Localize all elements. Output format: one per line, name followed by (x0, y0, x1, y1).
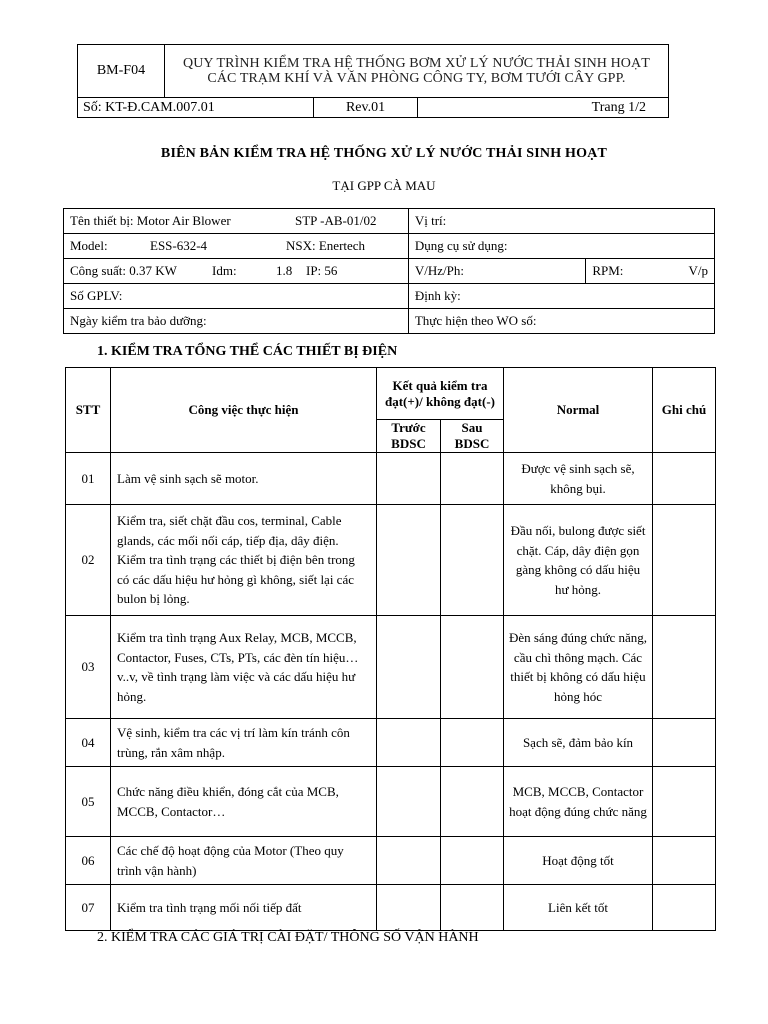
period-field: Định kỳ: (408, 284, 714, 309)
rpm-label: RPM: (592, 263, 624, 278)
before-result-cell[interactable] (377, 885, 441, 931)
inspection-date-field: Ngày kiểm tra bảo dưỡng: (64, 309, 409, 334)
table-row (66, 719, 716, 767)
model-label: Model: (70, 238, 108, 253)
row-normal: Sạch sẽ, đảm bảo kín (504, 719, 653, 767)
rpm-unit: V/p (688, 263, 708, 278)
device-name: Tên thiết bị: Motor Air Blower (70, 213, 231, 228)
header-result: Kết quả kiểm tra đạt(+)/ không đạt(-) (377, 368, 504, 420)
after-result-cell[interactable] (441, 453, 504, 505)
inspection-table (65, 367, 716, 931)
section-1-heading: 1. KIỂM TRA TỔNG THỂ CÁC THIẾT BỊ ĐIỆN (97, 344, 398, 359)
note-cell[interactable] (653, 719, 716, 767)
row-stt: 04 (66, 719, 111, 767)
header-task: Công việc thực hiện (111, 368, 377, 453)
header-before: Trước BDSC (377, 420, 441, 453)
row-normal: Đầu nối, bulong được siết chặt. Cáp, dây điện gọn gàng không có dấu hiệu hư hỏng. (504, 505, 653, 616)
document-subtitle: TẠI GPP CÀ MAU (332, 178, 436, 193)
row-task: Kiểm tra tình trạng mối nối tiếp đất (111, 885, 377, 931)
model-cell (64, 234, 409, 259)
table-row (66, 453, 716, 505)
manufacturer: NSX: Enertech (286, 238, 366, 253)
after-result-cell[interactable] (441, 885, 504, 931)
equipment-info-table (63, 208, 715, 334)
procedure-title: QUY TRÌNH KIỂM TRA HỆ THỐNG BƠM XỬ LÝ NƯỚC THẢI SINH HOẠT CÁC TRẠM KHÍ VÀ VĂN PHÒNG CÔNG TY, BƠM TƯỚI CÂY GPP. (164, 45, 668, 98)
row-normal: Được vệ sinh sạch sẽ, không bụi. (504, 453, 653, 505)
row-task: Các chế độ hoạt động của Motor (Theo quy trình vận hành) (111, 837, 377, 885)
vhz-field: V/Hz/Ph: (408, 259, 585, 284)
row-task: Kiểm tra tình trạng Aux Relay, MCB, MCCB, Contactor, Fuses, CTs, PTs, các đèn tín hiệu…v..v, về tình trạng làm việc và các dấu hiệu hư hỏng. (111, 616, 377, 719)
location-field: Vị trí: (408, 209, 714, 234)
after-result-cell[interactable] (441, 767, 504, 837)
model-value: ESS-632-4 (150, 238, 208, 253)
header-note: Ghi chú (653, 368, 716, 453)
row-stt: 01 (66, 453, 111, 505)
row-task: Làm vệ sinh sạch sẽ motor. (111, 453, 377, 505)
power-cell (64, 259, 409, 284)
table-row (66, 885, 716, 931)
tools-field: Dụng cụ sử dụng: (408, 234, 714, 259)
after-result-cell[interactable] (441, 837, 504, 885)
after-result-cell[interactable] (441, 719, 504, 767)
form-code: BM-F04 (78, 45, 165, 98)
note-cell[interactable] (653, 505, 716, 616)
gplv-field: Số GPLV: (64, 284, 409, 309)
document-title: BIÊN BẢN KIỂM TRA HỆ THỐNG XỬ LÝ NƯỚC THẢI SINH HOẠT (160, 146, 608, 161)
before-result-cell[interactable] (377, 505, 441, 616)
form-header (77, 44, 669, 118)
device-code: STP -AB-01/02 (295, 213, 377, 228)
note-cell[interactable] (653, 885, 716, 931)
row-normal: MCB, MCCB, Contactor hoạt động đúng chức năng (504, 767, 653, 837)
table-row (66, 837, 716, 885)
row-stt: 06 (66, 837, 111, 885)
document-number: Số: KT-Đ.CAM.007.01 (78, 98, 314, 118)
header-after: Sau BDSC (441, 420, 504, 453)
note-cell[interactable] (653, 453, 716, 505)
after-result-cell[interactable] (441, 616, 504, 719)
before-result-cell[interactable] (377, 719, 441, 767)
before-result-cell[interactable] (377, 767, 441, 837)
device-cell (64, 209, 409, 234)
section-2-heading: 2. KIỂM TRA CÁC GIÁ TRỊ CÀI ĐẶT/ THÔNG SỐ VẬN HÀNH (97, 930, 479, 945)
page-number: Trang 1/2 (418, 98, 669, 118)
before-result-cell[interactable] (377, 837, 441, 885)
table-row (66, 767, 716, 837)
power-rating: Công suất: 0.37 KW (70, 263, 177, 278)
before-result-cell[interactable] (377, 616, 441, 719)
note-cell[interactable] (653, 837, 716, 885)
row-task: Vệ sinh, kiểm tra các vị trí làm kín tránh côn trùng, rắn xâm nhập. (111, 719, 377, 767)
idm-value: 1.8 (276, 263, 293, 278)
revision: Rev.01 (313, 98, 418, 118)
before-result-cell[interactable] (377, 453, 441, 505)
row-normal: Đèn sáng đúng chức năng, cầu chì thông mạch. Các thiết bị không có dấu hiệu hỏng hóc (504, 616, 653, 719)
row-stt: 03 (66, 616, 111, 719)
row-task: Chức năng điều khiển, đóng cắt của MCB, MCCB, Contactor… (111, 767, 377, 837)
note-cell[interactable] (653, 767, 716, 837)
row-stt: 02 (66, 505, 111, 616)
row-stt: 05 (66, 767, 111, 837)
table-row (66, 505, 716, 616)
row-task: Kiểm tra, siết chặt đầu cos, terminal, Cable glands, các mối nối cáp, tiếp địa, dây điện. Kiểm tra tình trạng các thiết bị điện bên trong có các dấu hiệu hư hỏng gì không, siết lại các bulon bị lỏng. (111, 505, 377, 616)
after-result-cell[interactable] (441, 505, 504, 616)
header-normal: Normal (504, 368, 653, 453)
row-stt: 07 (66, 885, 111, 931)
row-normal: Hoạt động tốt (504, 837, 653, 885)
rpm-cell (586, 259, 715, 284)
ip-rating: IP: 56 (306, 263, 338, 278)
work-order-field: Thực hiện theo WO số: (408, 309, 714, 334)
table-row (66, 616, 716, 719)
idm-label: Idm: (212, 263, 237, 278)
note-cell[interactable] (653, 616, 716, 719)
row-normal: Liên kết tốt (504, 885, 653, 931)
header-stt: STT (66, 368, 111, 453)
